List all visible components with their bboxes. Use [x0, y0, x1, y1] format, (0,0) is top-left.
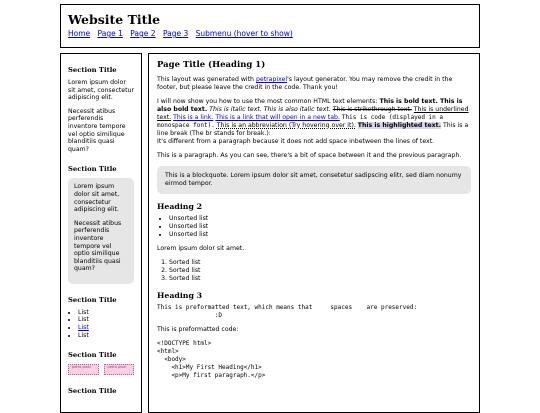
- list-item: • Unsorted list: [169, 231, 471, 239]
- site-title: Website Title: [68, 12, 161, 27]
- sorted-list: [157, 259, 471, 283]
- paragraph: This is a paragraph. As you can see, there's a bit of space between it and the previous paragraph.: [157, 152, 462, 159]
- preformatted-code: <!DOCTYPE html> <html> <body> <h1>My First Heading</h1> <p>My first paragraph.</p>: [157, 340, 266, 379]
- list-item: • Unsorted list: [169, 223, 471, 231]
- elements-paragraph: [157, 98, 471, 146]
- petrapixel-badge[interactable]: petra pixel: [104, 364, 135, 375]
- nav-page-3[interactable]: Page 3: [162, 29, 189, 38]
- list-item: • List: [78, 309, 134, 317]
- sidebar-section-title: Section Title: [68, 387, 117, 396]
- page-title: Page Title (Heading 1): [157, 60, 266, 70]
- nav-home[interactable]: Home: [68, 29, 91, 38]
- strike-text: This is strikethrough text.: [332, 106, 412, 113]
- sidebar-list: [68, 309, 134, 339]
- list-item: 2. Sorted list: [169, 267, 471, 275]
- nav-page-1[interactable]: Page 1: [97, 29, 123, 38]
- preformatted-text: This is preformatted text, which means that spaces are preserved: :D: [157, 304, 418, 319]
- heading-3: Heading 3: [157, 291, 203, 300]
- highlighted-text: This is highlighted text.: [357, 122, 441, 129]
- underline-text: This is underlined text.: [157, 106, 469, 121]
- sidebar-box-paragraph: Necessit atibus perferendis inventore tempore vel optio similique blanditiis quasi quam?: [74, 219, 122, 273]
- badge-row: [68, 364, 134, 375]
- example-link-new-tab[interactable]: This is a link that will open in a new tab.: [215, 114, 340, 121]
- example-link[interactable]: This is a link.: [173, 114, 214, 121]
- sidebar-box-paragraph: Lorem ipsum dolor sit amet, consectetur adipiscing elit.: [74, 183, 120, 214]
- nav-page-2[interactable]: Page 2: [130, 29, 156, 38]
- sidebar-section-title: Section Title: [68, 295, 117, 304]
- main-nav: [68, 29, 472, 38]
- unsorted-list: [157, 215, 471, 239]
- nav-submenu[interactable]: Submenu (hover to show): [195, 29, 293, 38]
- intro-paragraph: [157, 76, 471, 92]
- heading-2: Heading 2: [157, 202, 203, 211]
- sidebar-list-link[interactable]: List: [78, 324, 89, 332]
- site-header: [60, 4, 480, 48]
- list-item: [78, 324, 134, 332]
- sidebar: [60, 53, 142, 413]
- abbr-text[interactable]: This is an abbreviation (Try hovering over it).: [216, 122, 356, 129]
- sidebar-section-title: Section Title: [68, 351, 117, 360]
- list-item: • Unsorted list: [169, 215, 471, 223]
- text: This is a line break (The br stands for break.):: [157, 122, 469, 137]
- main-content: [148, 53, 480, 413]
- list-item: • List: [78, 316, 134, 324]
- text: It's different from a paragraph because it does not add space inbetween the lines of text.: [157, 138, 435, 145]
- blockquote: This is a blockquote. Lorem ipsum dolor sit amet, consetetur sadipscing elitr, sed diam nonumy eirmod tempor.: [157, 166, 471, 194]
- paragraph: This is preformatted code:: [157, 326, 239, 333]
- paragraph: Lorem ipsum dolor sit amet.: [157, 245, 245, 252]
- list-item: • List: [78, 332, 134, 340]
- text: I will now show you how to use the most common HTML text elements:: [157, 98, 380, 105]
- bold-text: This is bold text. This is also bold text.: [157, 98, 463, 113]
- text: This layout was generated with: [157, 76, 256, 83]
- italic-text: This is italic text. This is also italic text.: [209, 106, 331, 113]
- sidebar-section-title: Section Title: [68, 165, 117, 174]
- list-item: 3. Sorted list: [169, 275, 471, 283]
- sidebar-paragraph: Lorem ipsum dolor sit amet, consectetur adipiscing elit.: [68, 79, 134, 102]
- petrapixel-badge[interactable]: petra pixel: [68, 364, 99, 375]
- sidebar-box: [68, 178, 134, 284]
- list-item: 1. Sorted list: [169, 259, 471, 267]
- code-text: This is code (displayed in a monospace font).: [157, 114, 444, 129]
- sidebar-section-title: Section Title: [68, 66, 117, 74]
- sidebar-paragraph: Necessit atibus perferendis inventore tempore vel optio similique blanditiis quasi quam?: [68, 107, 126, 153]
- text: 's layout generator. You may remove the credit in the footer, but please leave the credit in the code. Thank you!: [157, 76, 453, 91]
- petrapixel-link[interactable]: petrapixel: [255, 76, 288, 83]
